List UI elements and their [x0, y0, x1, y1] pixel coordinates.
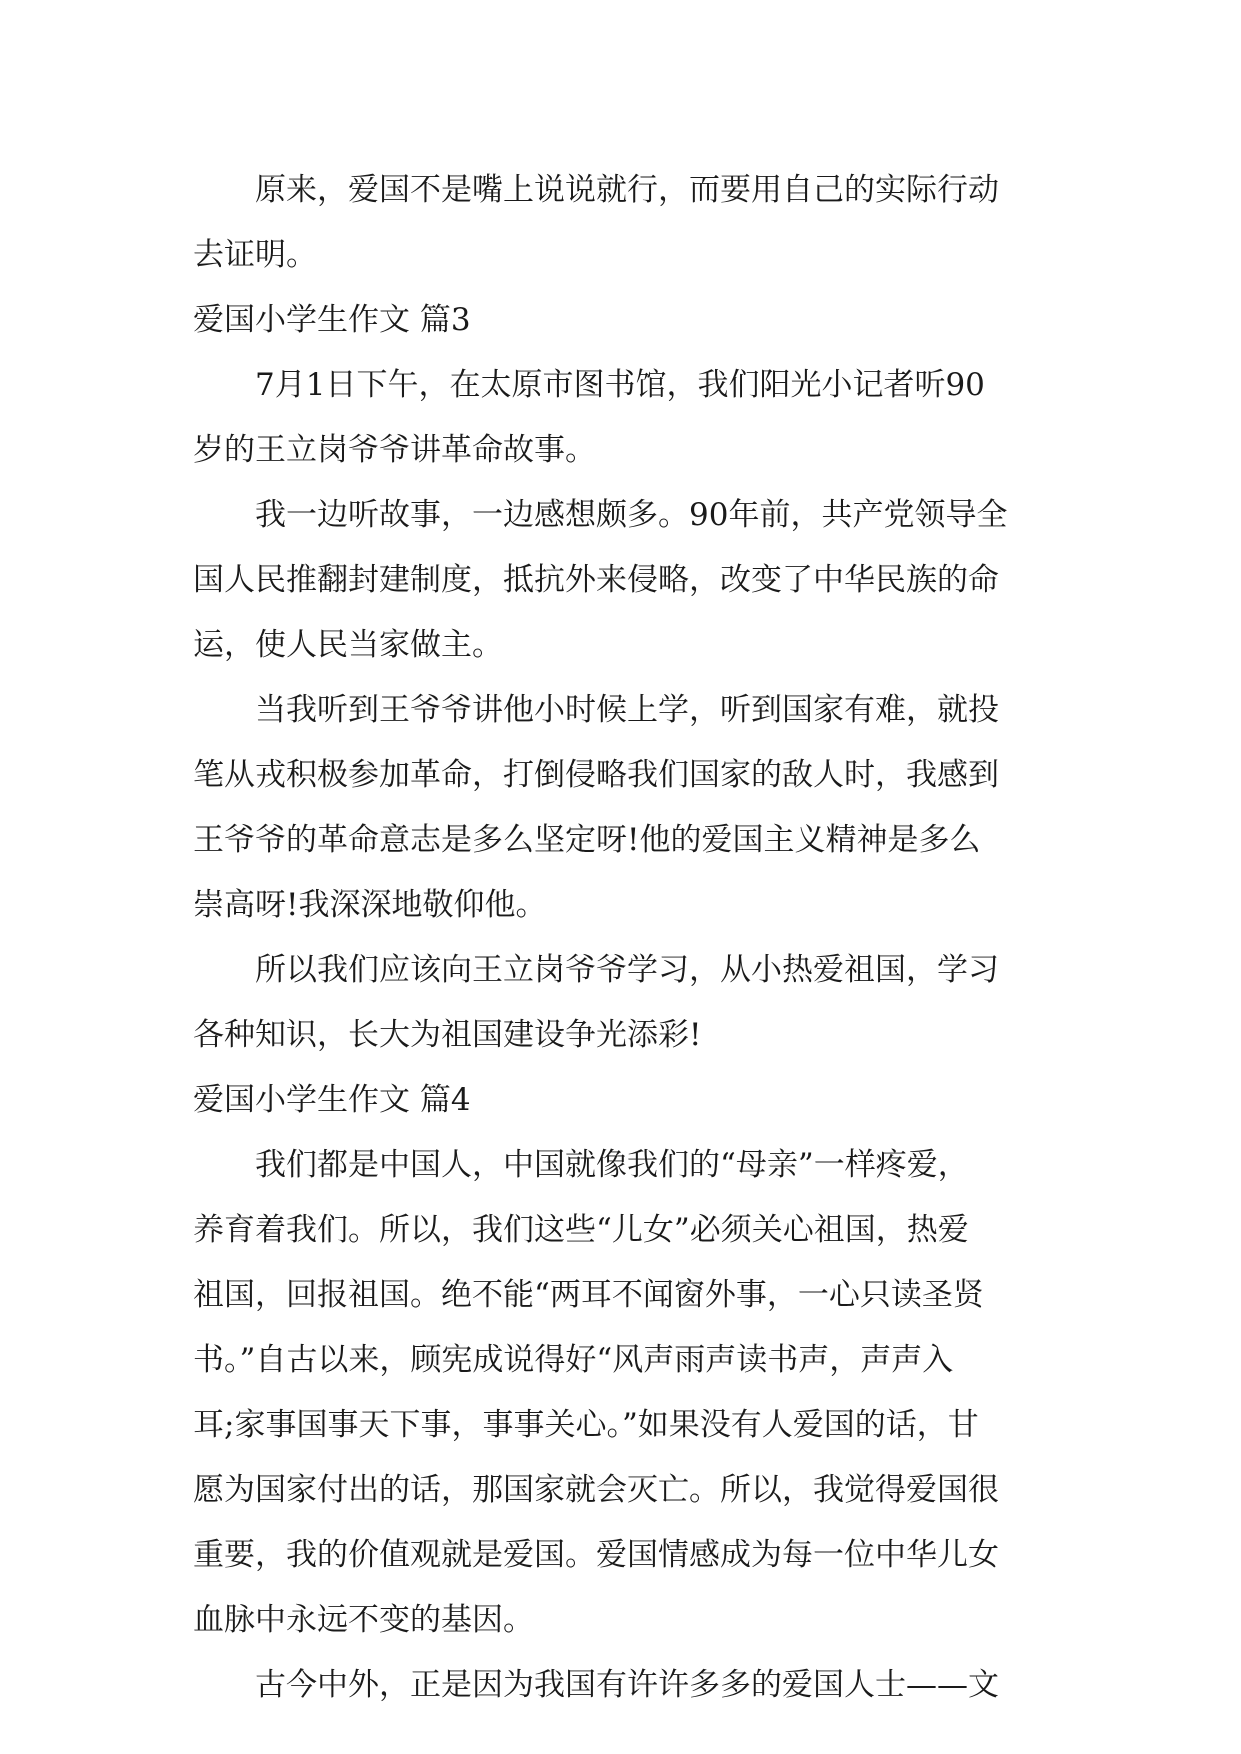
paragraph-line: 国人民推翻封建制度，抵抗外来侵略，改变了中华民族的命	[193, 562, 999, 598]
paragraph-line: 我一边听故事，一边感想颇多。90年前，共产党领导全	[255, 497, 1008, 533]
paragraph-line: 祖国，回报祖国。绝不能“两耳不闻窗外事，一心只读圣贤	[193, 1277, 984, 1313]
paragraph-line: 书。”自古以来，顾宪成说得好“风声雨声读书声，声声入	[193, 1342, 954, 1378]
paragraph-line: 血脉中永远不变的基因。	[193, 1602, 534, 1638]
paragraph-line: 养育着我们。所以，我们这些“儿女”必须关心祖国，热爱	[193, 1212, 969, 1248]
paragraph-line: 重要，我的价值观就是爱国。爱国情感成为每一位中华儿女	[193, 1537, 999, 1573]
paragraph-line: 原来，爱国不是嘴上说说就行，而要用自己的实际行动	[255, 172, 999, 208]
paragraph-line: 当我听到王爷爷讲他小时候上学，听到国家有难，就投	[255, 692, 999, 728]
paragraph-line: 古今中外，正是因为我国有许许多多的爱国人士——文	[255, 1667, 999, 1703]
section-heading: 爱国小学生作文 篇4	[193, 1082, 471, 1118]
paragraph-line: 笔从戎积极参加革命，打倒侵略我们国家的敌人时，我感到	[193, 757, 999, 793]
paragraph-line: 岁的王立岗爷爷讲革命故事。	[193, 432, 596, 468]
paragraph-line: 我们都是中国人，中国就像我们的“母亲”一样疼爱，	[255, 1147, 969, 1183]
paragraph-line: 王爷爷的革命意志是多么坚定呀!他的爱国主义精神是多么	[193, 822, 981, 858]
paragraph-line: 7月1日下午，在太原市图书馆，我们阳光小记者听90	[255, 367, 985, 403]
paragraph-line: 去证明。	[193, 237, 317, 273]
document-body	[193, 158, 1055, 1718]
paragraph-line: 愿为国家付出的话，那国家就会灭亡。所以，我觉得爱国很	[193, 1472, 999, 1508]
paragraph-line: 耳;家事国事天下事，事事关心。”如果没有人爱国的话，甘	[193, 1407, 979, 1443]
paragraph-line: 所以我们应该向王立岗爷爷学习，从小热爱祖国，学习	[255, 952, 999, 988]
paragraph-line: 崇高呀!我深深地敬仰他。	[193, 887, 547, 923]
paragraph-line: 各种知识，长大为祖国建设争光添彩!	[193, 1017, 702, 1053]
section-heading: 爱国小学生作文 篇3	[193, 302, 471, 338]
paragraph-line: 运，使人民当家做主。	[193, 627, 503, 663]
